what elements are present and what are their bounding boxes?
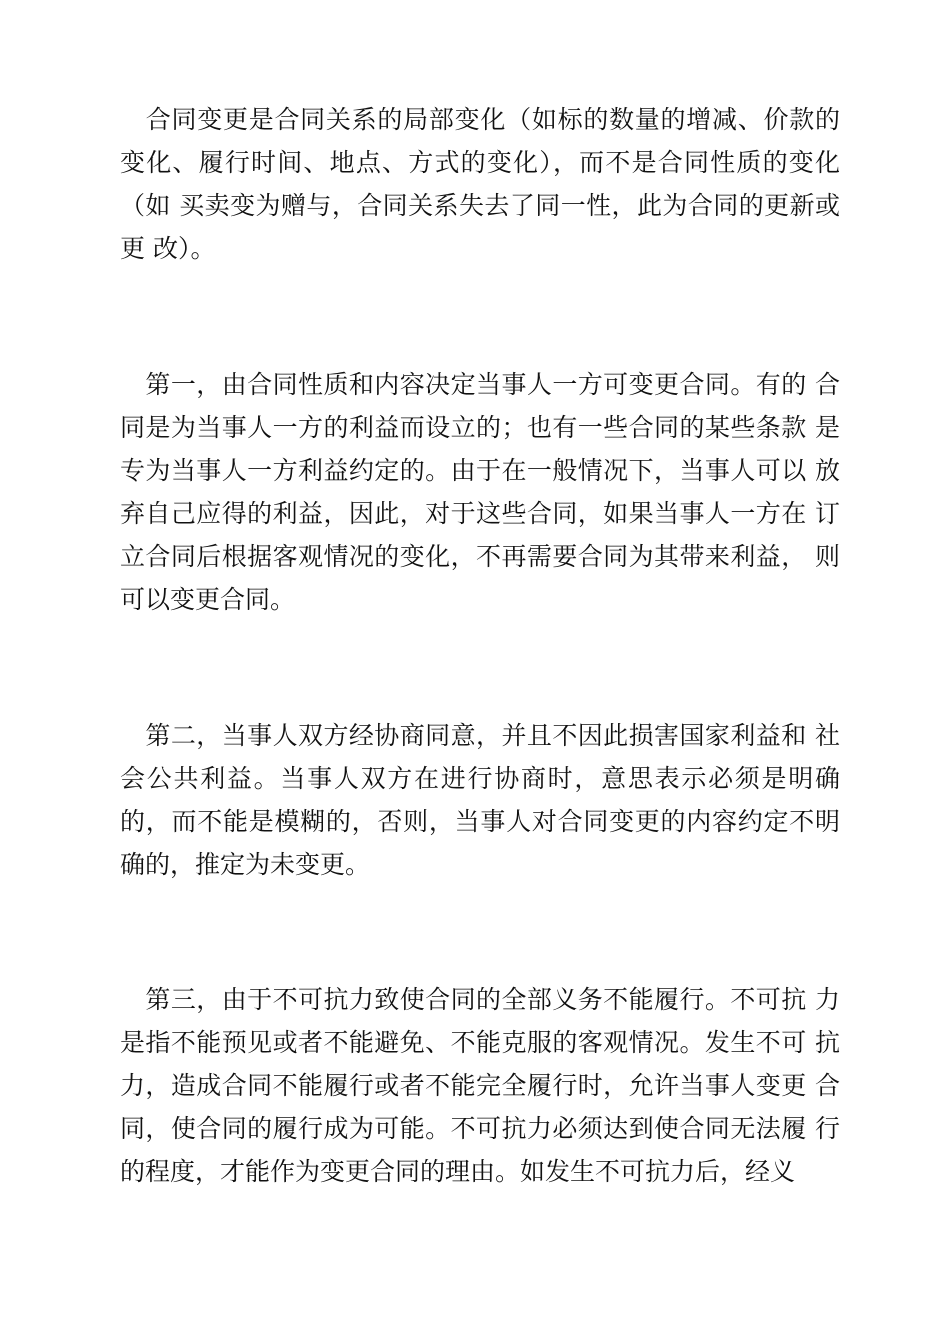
text-line: 的，而不能是模糊的，否则，当事人对合同变更的内容约定不明 bbox=[120, 807, 840, 836]
text-line: 会公共利益。当事人双方在进行协商时，意思表示必须是明确 bbox=[120, 764, 840, 793]
paragraph-third-condition bbox=[120, 978, 840, 1193]
text-line: 同是为当事人一方的利益而设立的；也有一些合同的某些条款 是 bbox=[120, 413, 840, 442]
paragraph-second-condition bbox=[120, 714, 840, 886]
text-line: 专为当事人一方利益约定的。由于在一般情况下，当事人可以 放 bbox=[120, 456, 840, 485]
text-line: 同，使合同的履行成为可能。不可抗力必须达到使合同无法履 行 bbox=[120, 1114, 840, 1143]
text-line: 更 改）。 bbox=[120, 234, 216, 263]
text-line: 第二，当事人双方经协商同意，并且不因此损害国家利益和 社 bbox=[120, 721, 840, 750]
text-line: 是指不能预见或者不能避免、不能克服的客观情况。发生不可 抗 bbox=[120, 1028, 840, 1057]
text-line: （如 买卖变为赠与，合同关系失去了同一性，此为合同的更新或 bbox=[120, 191, 840, 220]
text-line: 第三，由于不可抗力致使合同的全部义务不能履行。不可抗 力 bbox=[120, 985, 840, 1014]
paragraph-contract-change bbox=[120, 98, 840, 270]
text-line: 合同变更是合同关系的局部变化（如标的数量的增减、价款的 bbox=[120, 105, 840, 134]
text-line: 确的，推定为未变更。 bbox=[120, 850, 371, 879]
text-line: 的程度，才能作为变更合同的理由。如发生不可抗力后，经义 bbox=[120, 1157, 796, 1186]
text-line: 第一，由合同性质和内容决定当事人一方可变更合同。有的 合 bbox=[120, 370, 840, 399]
text-line: 可以变更合同。 bbox=[120, 585, 296, 614]
text-line: 立合同后根据客观情况的变化，不再需要合同为其带来利益， 则 bbox=[120, 542, 840, 571]
text-line: 弃自己应得的利益，因此，对于这些合同，如果当事人一方在 订 bbox=[120, 499, 840, 528]
text-line: 变化、履行时间、地点、方式的变化），而不是合同性质的变化 bbox=[120, 148, 840, 177]
text-line: 力，造成合同不能履行或者不能完全履行时，允许当事人变更 合 bbox=[120, 1071, 840, 1100]
paragraph-first-condition bbox=[120, 363, 840, 621]
